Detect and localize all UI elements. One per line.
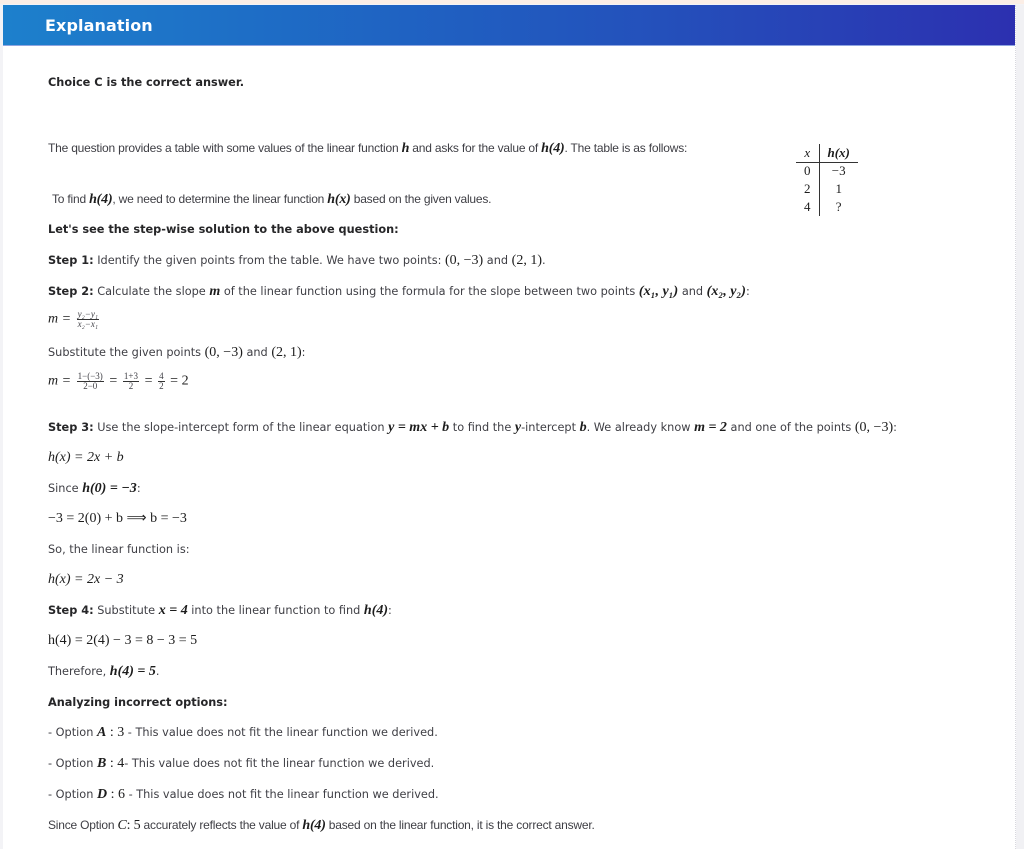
result: = 2 xyxy=(170,373,189,389)
sep: : xyxy=(107,787,118,802)
text: Use the slope-intercept form of the linear equation xyxy=(93,421,389,434)
math-expr: h(4) = 5 xyxy=(109,664,156,679)
table-row xyxy=(796,198,858,216)
slope-formula xyxy=(48,310,101,334)
numerator: 4 xyxy=(159,371,164,381)
correct-answer-statement: Choice C is the correct answer. xyxy=(48,76,245,89)
top-border xyxy=(0,0,1024,4)
text: Substitute the given points xyxy=(48,346,205,359)
equals: = xyxy=(109,373,118,389)
text: Identify the given points from the table. We have two points: xyxy=(93,254,445,267)
step-2 xyxy=(48,284,750,300)
value-table-header xyxy=(796,144,858,162)
math-h: h xyxy=(401,141,410,156)
text: Since Option xyxy=(48,818,118,832)
option-d-analysis xyxy=(48,787,439,803)
option-a-analysis xyxy=(48,725,438,741)
text: accurately reflects the value of xyxy=(140,818,303,832)
step-label: Step 2: xyxy=(48,285,94,298)
step-3 xyxy=(48,420,897,436)
math-b: b xyxy=(579,420,587,435)
stepwise-heading: Let's see the step-wise solution to the above question: xyxy=(48,223,399,236)
denominator: x₂−x₁ xyxy=(77,319,98,329)
math-point: (x₂, y₂) xyxy=(706,284,746,299)
math-point: (x₁, y₁) xyxy=(638,284,679,299)
math-h4: h(4) xyxy=(89,192,113,207)
math-x4: x = 4 xyxy=(158,603,188,618)
denominator: 2 xyxy=(159,381,164,391)
option-letter: C xyxy=(117,818,127,833)
math-h4: h(4) xyxy=(302,818,326,833)
table-row xyxy=(796,162,858,180)
text: - Option xyxy=(48,788,97,801)
text: and one of the points xyxy=(726,421,855,434)
table-cell: 4 xyxy=(796,198,819,216)
text: - This value does not fit the linear function we derived. xyxy=(124,788,439,801)
substitute-line xyxy=(48,345,305,361)
step-label: Step 3: xyxy=(48,421,94,434)
fraction xyxy=(158,372,165,391)
intro-text: and asks for the value of xyxy=(409,141,542,155)
step-1 xyxy=(48,253,546,269)
option-value: 6 xyxy=(117,787,125,802)
since-line xyxy=(48,481,141,497)
text: and xyxy=(678,285,707,298)
math-h4: h(4) xyxy=(363,603,389,618)
option-letter: A xyxy=(96,725,107,740)
text: based on the linear function, it is the correct answer. xyxy=(325,818,595,832)
math-h4: h(4) xyxy=(541,141,565,156)
text: -intercept xyxy=(521,421,580,434)
table-cell: 2 xyxy=(796,180,819,198)
text: Since xyxy=(48,482,83,495)
text: , we need to determine the linear function xyxy=(112,192,328,206)
math-point: (0, −3) xyxy=(854,420,894,435)
text: Substitute xyxy=(93,604,159,617)
denominator: 2−0 xyxy=(83,381,98,391)
step-4 xyxy=(48,603,392,619)
so-line: So, the linear function is: xyxy=(48,543,190,556)
text: To find xyxy=(52,192,90,206)
table-cell: 0 xyxy=(796,162,819,180)
option-b-analysis xyxy=(48,756,434,772)
text: : xyxy=(301,346,306,359)
table-cell: −3 xyxy=(831,163,846,179)
sep: : xyxy=(106,756,118,771)
table-cell: 1 xyxy=(835,181,842,196)
equals: = xyxy=(144,373,153,389)
text: and xyxy=(242,346,272,359)
to-find-paragraph xyxy=(52,191,491,208)
text: - Option xyxy=(48,726,97,739)
incorrect-options-heading: Analyzing incorrect options: xyxy=(48,696,228,709)
numerator: 1+3 xyxy=(123,371,138,381)
sep: : xyxy=(126,818,134,833)
math-equation: y = mx + b xyxy=(388,420,450,435)
value-table xyxy=(796,144,858,216)
conclusion xyxy=(48,817,595,834)
option-letter: D xyxy=(96,787,108,802)
equation-hx-b: h(x) = 2x + b xyxy=(48,450,124,465)
text: to find the xyxy=(449,421,515,434)
page-scrollbar[interactable] xyxy=(1016,5,1024,849)
math-point: (0, −3) xyxy=(204,345,243,360)
text: into the linear function to find xyxy=(187,604,364,617)
intro-text: . The table is as follows: xyxy=(564,141,688,155)
math-hx: h(x) xyxy=(327,192,351,207)
table-header-hx: h(x) xyxy=(819,144,858,162)
step-label: Step 4: xyxy=(48,604,94,617)
equation-h4: h(4) = 2(4) − 3 = 8 − 3 = 5 xyxy=(48,633,198,648)
therefore-line xyxy=(48,664,159,680)
numerator: 1−(−3) xyxy=(77,371,103,381)
intro-paragraph xyxy=(48,140,687,157)
math-point: (2, 1) xyxy=(271,345,302,360)
fraction xyxy=(123,372,139,391)
equation-hx-final: h(x) = 2x − 3 xyxy=(48,572,124,587)
text: : xyxy=(388,604,392,617)
text: . xyxy=(541,254,546,267)
text: of the linear function using the formula for the slope between two points xyxy=(220,285,639,298)
sep: : xyxy=(106,725,118,740)
header-title: Explanation xyxy=(45,15,153,35)
math-y: y xyxy=(514,420,522,435)
numerator: y₂−y₁ xyxy=(77,309,98,319)
table-row xyxy=(796,180,858,198)
option-value: 3 xyxy=(117,725,125,740)
text: based on the given values. xyxy=(350,192,492,206)
text: Calculate the slope xyxy=(93,285,210,298)
math-point: (0, −3) xyxy=(444,253,484,268)
math-lhs: m = xyxy=(48,373,72,389)
equation-solve-b: −3 = 2(0) + b ⟹ b = −3 xyxy=(48,511,187,526)
text: : xyxy=(745,285,750,298)
math-m: m xyxy=(209,284,221,299)
math-point: (2, 1) xyxy=(511,253,542,268)
math-lhs: m = xyxy=(48,311,72,327)
table-cell: ? xyxy=(835,199,842,214)
text: and xyxy=(483,254,512,267)
fraction xyxy=(77,310,99,329)
slope-calculation xyxy=(48,372,189,396)
text: - Option xyxy=(48,757,97,770)
text: : xyxy=(136,482,141,495)
intro-text: The question provides a table with some values of the linear function xyxy=(48,141,402,155)
step-label: Step 1: xyxy=(48,254,94,267)
text: Therefore, xyxy=(48,665,110,678)
text: - This value does not fit the linear function we derived. xyxy=(124,726,438,739)
math-m: m = 2 xyxy=(694,420,727,435)
table-header-x: x xyxy=(796,144,819,162)
fraction xyxy=(77,372,104,391)
option-value: 4 xyxy=(117,756,125,771)
explanation-header xyxy=(3,5,1015,46)
text: : xyxy=(893,421,897,434)
text: - This value does not fit the linear function we derived. xyxy=(124,757,435,770)
text: . We already know xyxy=(586,421,695,434)
explanation-panel xyxy=(3,5,1016,849)
math-expr: h(0) = −3 xyxy=(82,481,137,496)
option-value: 5 xyxy=(133,818,141,833)
option-letter: B xyxy=(96,756,107,771)
denominator: 2 xyxy=(128,381,134,391)
text: . xyxy=(155,665,160,678)
